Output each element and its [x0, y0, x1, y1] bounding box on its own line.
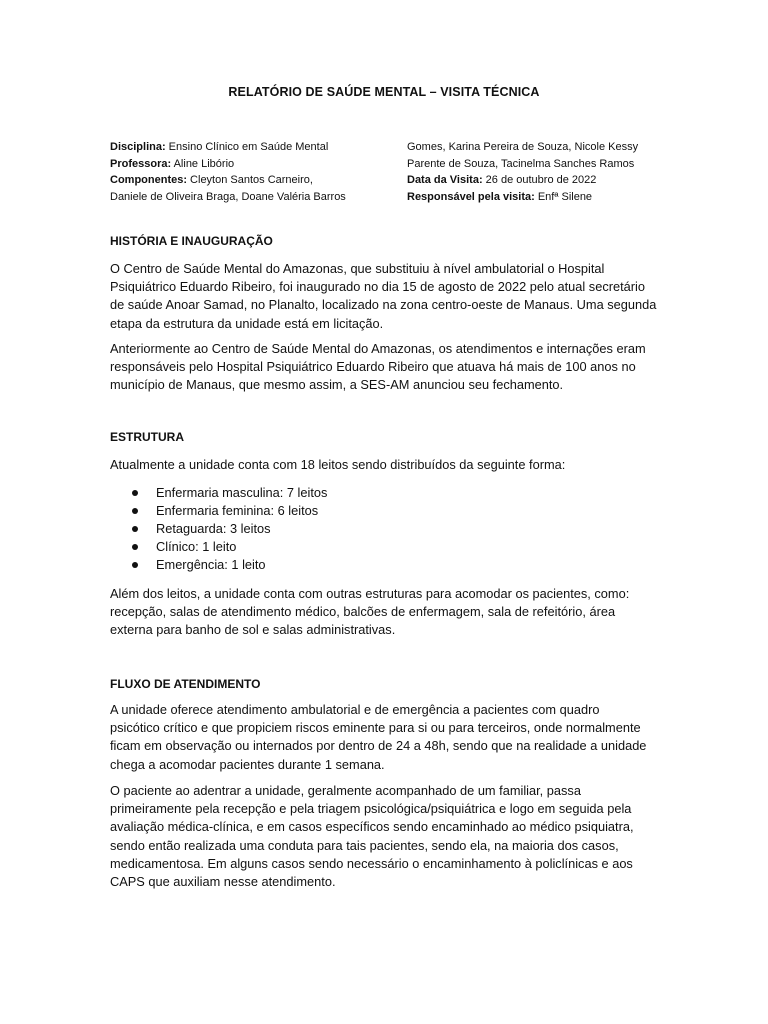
paragraph-fluxo-1 — [110, 701, 670, 774]
bullet-icon — [132, 490, 138, 496]
text-line: Atualmente a unidade conta com 18 leitos sendo distribuídos da seguinte forma: — [110, 457, 566, 472]
list-item — [110, 502, 327, 520]
bullet-icon — [132, 562, 138, 568]
bullet-icon — [132, 508, 138, 514]
report-title: RELATÓRIO DE SAÚDE MENTAL – VISITA TÉCNICA — [228, 85, 540, 99]
text-line: psicótico crítico e que propiciem riscos eminente para si ou para terceiros, onde normalmente — [110, 720, 641, 736]
leitos-list — [110, 484, 327, 574]
paragraph-historia-1 — [110, 260, 670, 333]
componentes-value: Cleyton Santos Carneiro, — [187, 174, 313, 186]
text-line: ficam em observação ou internados por dentro de 24 a 48h, sendo que na realidade a unidade — [110, 738, 647, 754]
heading-estrutura: ESTRUTURA — [110, 430, 184, 444]
text-line: O paciente ao adentrar a unidade, geralmente acompanhado de um familiar, passa — [110, 783, 581, 798]
disciplina-value: Ensino Clínico em Saúde Mental — [165, 141, 329, 153]
heading-historia: HISTÓRIA E INAUGURAÇÃO — [110, 234, 273, 248]
list-item-text: Clínico: 1 leito — [156, 539, 237, 554]
professora-label: Professora: — [110, 157, 172, 170]
text-line: chega a acomodar pacientes durante 1 semana. — [110, 756, 385, 772]
paragraph-fluxo-2 — [110, 782, 670, 891]
list-item — [110, 520, 327, 538]
componentes-line-3: Gomes, Karina Pereira de Souza, Nicole Kessy — [407, 141, 639, 153]
componentes-line-2: Daniele de Oliveira Braga, Doane Valéria Barros — [110, 190, 346, 203]
meta-left-column — [110, 139, 346, 205]
bullet-icon — [132, 526, 138, 532]
list-item — [110, 556, 327, 574]
text-line: município de Manaus, que mesmo assim, a SES-AM anunciou seu fechamento. — [110, 377, 564, 393]
responsavel-value: Enfª Silene — [534, 190, 593, 203]
text-line: avaliação médica-clínica, e em casos específicos sendo encaminhado ao médico psiquiatra, — [110, 819, 634, 835]
paragraph-historia-2 — [110, 340, 670, 395]
data-value: 26 de outubro de 2022 — [482, 174, 597, 186]
text-line: Psiquiátrico Eduardo Ribeiro, foi inaugurado no dia 15 de agosto de 2022 pelo atual secretário — [110, 279, 645, 295]
text-line: Anteriormente ao Centro de Saúde Mental do Amazonas, os atendimentos e internações eram — [110, 341, 646, 356]
meta-responsavel — [407, 189, 638, 206]
list-item — [110, 484, 327, 502]
text-line: O Centro de Saúde Mental do Amazonas, que substituiu à nível ambulatorial o Hospital — [110, 261, 605, 276]
text-line: externa para banho de sol e salas administrativas. — [110, 622, 396, 638]
text-line: responsáveis pelo Hospital Psiquiátrico Eduardo Ribeiro que atuava há mais de 100 anos no — [110, 359, 636, 375]
paragraph-estrutura-2 — [110, 585, 670, 640]
meta-componentes — [110, 172, 346, 189]
responsavel-label: Responsável pela visita: — [407, 190, 535, 203]
list-item — [110, 538, 327, 556]
componentes-label: Componentes: — [110, 174, 187, 186]
paragraph-estrutura-intro — [110, 456, 670, 474]
text-line: CAPS que auxiliam nesse atendimento. — [110, 874, 336, 890]
disciplina-label: Disciplina: — [110, 141, 166, 153]
text-line: sendo então realizada uma conduta para tais pacientes, sendo ela, na maioria dos casos, — [110, 837, 619, 853]
meta-professora — [110, 156, 346, 173]
meta-right-column — [407, 139, 638, 205]
list-item-text: Retaguarda: 3 leitos — [156, 521, 271, 536]
list-item-text: Enfermaria feminina: 6 leitos — [156, 503, 319, 518]
data-label: Data da Visita: — [407, 174, 483, 186]
text-line: medicamentosa. Em alguns casos sendo necessário o encaminhamento à policlínicas e aos — [110, 855, 633, 871]
meta-disciplina — [110, 139, 346, 156]
text-line: recepção, salas de atendimento médico, balcões de enfermagem, sala de refeitório, área — [110, 604, 616, 620]
list-item-text: Emergência: 1 leito — [156, 557, 266, 572]
meta-data-visita — [407, 172, 638, 189]
text-line: A unidade oferece atendimento ambulatorial e de emergência a pacientes com quadro — [110, 702, 600, 717]
componentes-line-4: Parente de Souza, Tacinelma Sanches Ramos — [407, 157, 635, 170]
text-line: primeiramente pela recepção e pela triagem psicológica/psiquiátrica e logo em seguida pela — [110, 801, 632, 817]
professora-value: Aline Libório — [171, 157, 235, 170]
text-line: etapa da estrutura da unidade está em licitação. — [110, 315, 384, 331]
text-line: de saúde Anoar Samad, no Planalto, localizado na zona centro-oeste de Manaus. Uma segunda — [110, 297, 657, 313]
heading-fluxo: FLUXO DE ATENDIMENTO — [110, 677, 261, 691]
list-item-text: Enfermaria masculina: 7 leitos — [156, 485, 328, 500]
bullet-icon — [132, 544, 138, 550]
text-line: Além dos leitos, a unidade conta com outras estruturas para acomodar os pacientes, como: — [110, 586, 630, 601]
